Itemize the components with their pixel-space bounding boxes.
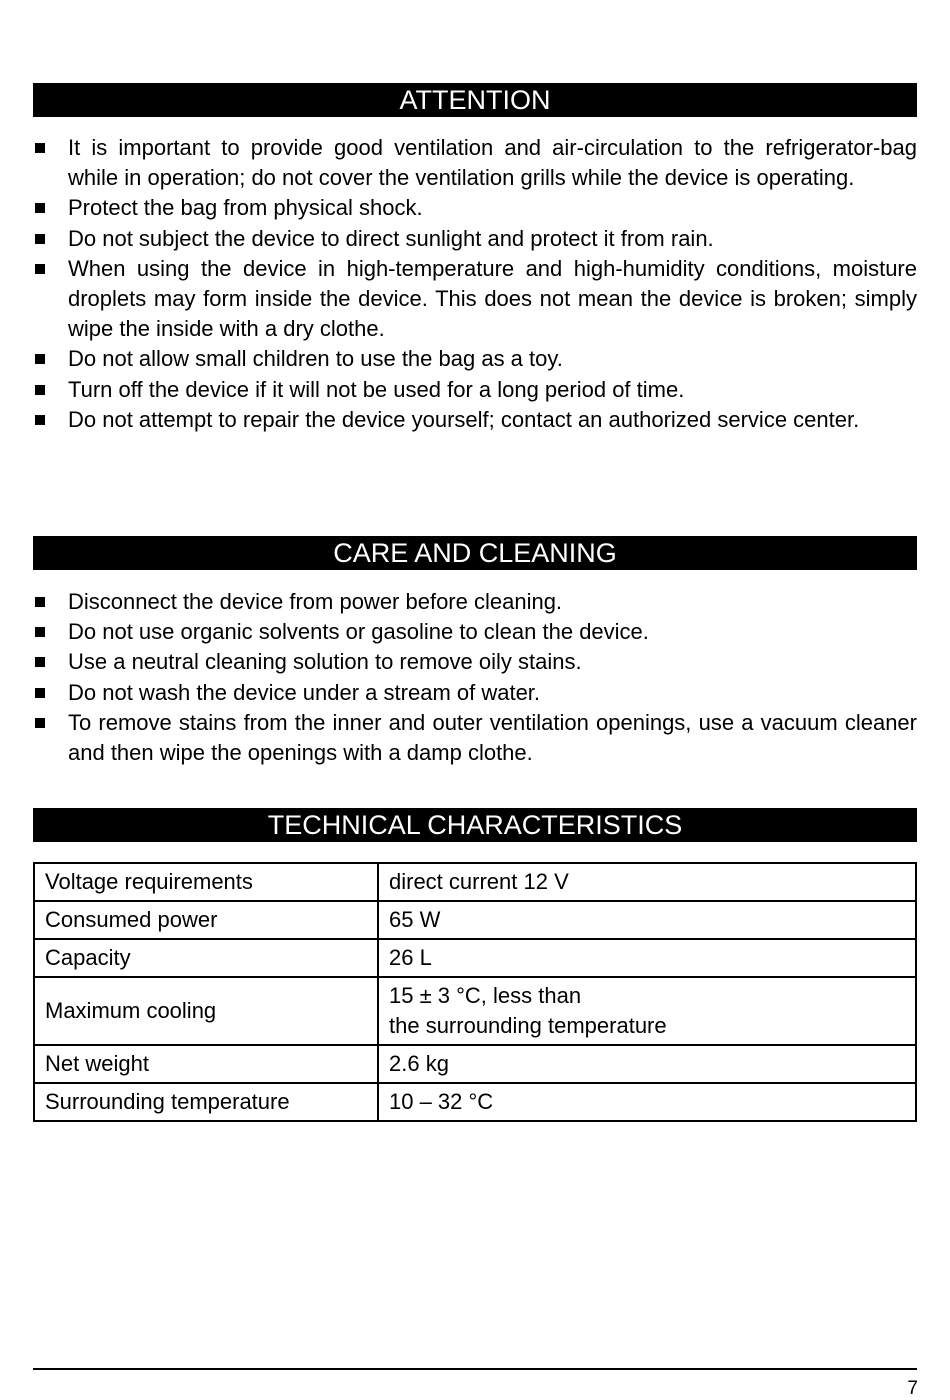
bullet-square-icon (35, 718, 45, 728)
spec-value-line: 15 ± 3 °C, less than (389, 983, 582, 1008)
table-row (34, 1045, 916, 1083)
care-heading: CARE AND CLEANING (33, 536, 917, 570)
list-item: Disconnect the device from power before cleaning. (33, 587, 917, 617)
bullet-square-icon (35, 415, 45, 425)
list-item: Do not attempt to repair the device yourself; contact an authorized service center. (33, 405, 917, 435)
spec-label: Voltage requirements (34, 863, 378, 901)
list-item: Protect the bag from physical shock. (33, 193, 917, 223)
spec-value: 10 – 32 °C (378, 1083, 916, 1121)
care-list (33, 587, 917, 768)
list-item: Do not wash the device under a stream of water. (33, 678, 917, 708)
attention-heading: ATTENTION (33, 83, 917, 117)
specifications-table (33, 862, 917, 1122)
list-item: To remove stains from the inner and outer ventilation openings, use a vacuum cleaner and then wipe the openings with a damp clothe. (33, 708, 917, 768)
spec-value: 65 W (378, 901, 916, 939)
spec-label: Net weight (34, 1045, 378, 1083)
bullet-square-icon (35, 143, 45, 153)
page-number: 7 (907, 1378, 918, 1399)
table-row (34, 939, 916, 977)
bullet-square-icon (35, 354, 45, 364)
list-item: Do not subject the device to direct sunlight and protect it from rain. (33, 224, 917, 254)
list-item: Do not allow small children to use the bag as a toy. (33, 344, 917, 374)
bullet-square-icon (35, 385, 45, 395)
spec-value: 2.6 kg (378, 1045, 916, 1083)
table-row (34, 977, 916, 1045)
technical-heading: TECHNICAL CHARACTERISTICS (33, 808, 917, 842)
spec-label: Maximum cooling (34, 977, 378, 1045)
list-item: Use a neutral cleaning solution to remove oily stains. (33, 647, 917, 677)
table-row (34, 863, 916, 901)
list-item: When using the device in high-temperature and high-humidity conditions, moisture droplets may form inside the device. This does not mean the device is broken; simply wipe the inside with a dry clothe. (33, 254, 917, 345)
spec-value-line: the surrounding temperature (389, 1013, 667, 1038)
table-row (34, 901, 916, 939)
bullet-square-icon (35, 203, 45, 213)
list-item: It is important to provide good ventilation and air-circulation to the refrigerator-bag while in operation; do not cover the ventilation grills while the device is operating. (33, 133, 917, 193)
bullet-square-icon (35, 234, 45, 244)
attention-list (33, 133, 917, 435)
table-row (34, 1083, 916, 1121)
spec-label: Surrounding temperature (34, 1083, 378, 1121)
list-item: Turn off the device if it will not be used for a long period of time. (33, 375, 917, 405)
bullet-square-icon (35, 597, 45, 607)
bullet-square-icon (35, 264, 45, 274)
bullet-square-icon (35, 688, 45, 698)
list-item: Do not use organic solvents or gasoline to clean the device. (33, 617, 917, 647)
footer-divider (33, 1368, 917, 1370)
spec-label: Consumed power (34, 901, 378, 939)
spec-value: 26 L (378, 939, 916, 977)
spec-value (378, 977, 916, 1045)
spec-value: direct current 12 V (378, 863, 916, 901)
bullet-square-icon (35, 627, 45, 637)
bullet-square-icon (35, 657, 45, 667)
spec-label: Capacity (34, 939, 378, 977)
